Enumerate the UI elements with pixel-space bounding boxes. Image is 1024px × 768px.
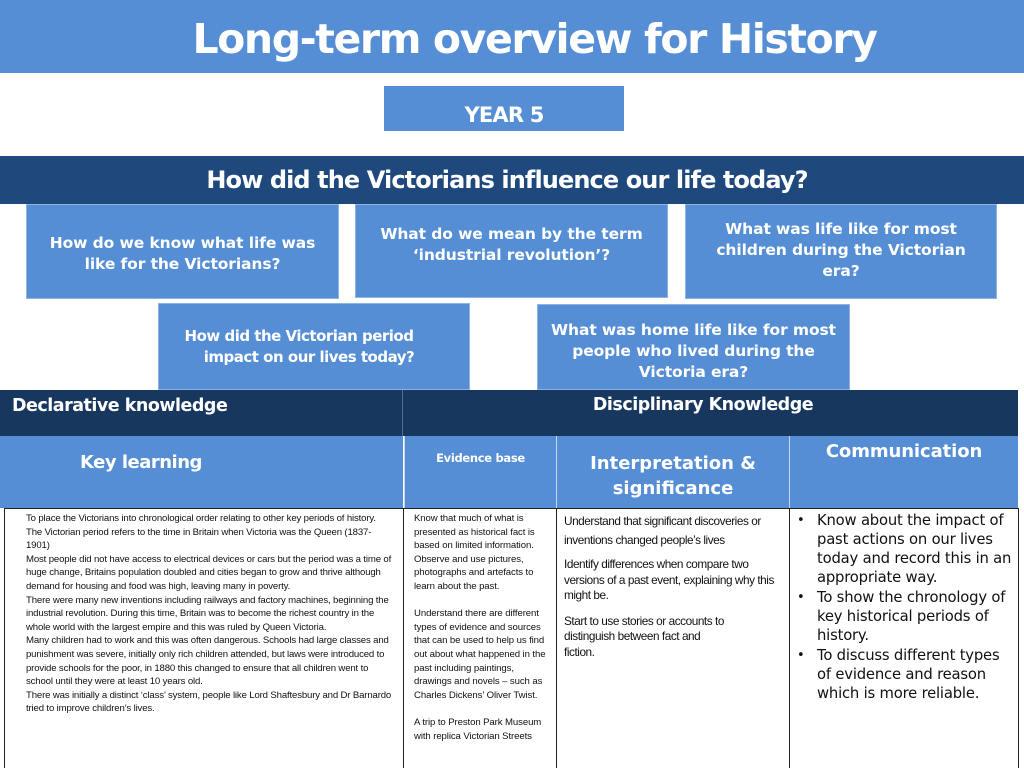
year-badge: YEAR 5	[384, 86, 624, 131]
evidence-base-header: Evidence base	[404, 436, 556, 508]
sub-question-1	[26, 204, 339, 299]
evidence-base-cell	[404, 508, 557, 768]
sub-question-line: era?	[822, 262, 860, 280]
key-learning-paragraph: There were many new inventions including railways and factory machines, beginning the industrial revolution. During this time, Britain was to become the richest country in the whole world with the largest empire and this was ruled by Queen Victoria.	[26, 594, 389, 633]
sub-question-line: people who lived during the	[572, 341, 815, 360]
main-question: How did the Victorians influence our life today?	[0, 156, 1024, 204]
communication-item	[790, 511, 1014, 587]
bullet-icon: •	[797, 590, 805, 605]
key-learning-header: Key learning	[0, 436, 403, 508]
sub-question-line: How do we know what life was	[49, 233, 316, 252]
sub-question-line: How did the Victorian period	[184, 326, 414, 345]
sub-question-line: children during the Victorian	[716, 241, 966, 259]
communication-item	[790, 646, 1014, 703]
communication-item	[790, 588, 1014, 645]
key-learning-paragraph: There was initially a distinct ‘class’ system, people like Lord Shaftesbury and Dr Barnardo tried to improve children’s lives.	[26, 689, 392, 715]
page-title: Long-term overview for History	[0, 0, 1024, 73]
interpretation-paragraph: Start to use stories or accounts to distinguish between fact and fiction.	[564, 613, 724, 659]
interpretation-header-line1: Interpretation &	[590, 453, 756, 474]
sub-question-line: like for the Victorians?	[84, 254, 281, 273]
interpretation-significance-header	[556, 436, 789, 508]
declarative-knowledge-header: Declarative knowledge	[0, 390, 403, 436]
sub-question-line: Victoria era?	[638, 362, 749, 381]
communication-header: Communication	[789, 436, 1018, 508]
sub-question-line: What do we mean by the term	[380, 225, 643, 243]
evidence-paragraph: Know that much of what is presented as historical fact is based on limited information. Observe and use pictures, photographs and artefacts to learn about the past.	[414, 513, 535, 592]
sub-question-line: ‘industrial revolution’?	[412, 246, 611, 264]
sub-question-line: What was home life like for most	[551, 320, 836, 339]
key-learning-paragraph: To place the Victorians into chronological order relating to other key periods of history.	[26, 513, 376, 524]
interpretation-paragraph: Identify differences when compare two versions of a past event, explaining why this might be.	[564, 557, 774, 602]
interpretation-cell	[557, 508, 790, 768]
interpretation-header-line2: significance	[612, 478, 734, 499]
evidence-paragraph: Understand there are different types of evidence and sources that can be used to help us find out about what happened in the past including paintings, drawings and novels – such as Charles Dickens’ Oliver Twist.	[414, 608, 546, 701]
sub-question-3	[685, 204, 997, 299]
communication-item-text: To discuss different types of evidence and reason which is more reliable.	[817, 647, 1000, 702]
communication-cell	[790, 508, 1019, 768]
sub-question-line: impact on our lives today?	[203, 347, 415, 366]
communication-list	[790, 511, 1014, 703]
sub-question-line: What was life like for most	[725, 220, 957, 238]
sub-question-2	[355, 204, 668, 298]
key-learning-paragraph: The Victorian period refers to the time in Britain when Victoria was the Queen (1837-1901)	[26, 526, 372, 552]
evidence-paragraph: A trip to Preston Park Museum with replica Victorian Streets	[414, 716, 542, 742]
key-learning-paragraph: Most people did not have access to electrical devices or cars but the period was a time of huge change, Britains population doubled and cities began to grow and thrive although demand for housing and food was high, leaving many in poverty.	[26, 553, 392, 592]
key-learning-cell	[4, 508, 404, 768]
bullet-icon: •	[797, 648, 805, 663]
communication-item-text: To show the chronology of key historical periods of history.	[817, 589, 1006, 644]
sub-question-5	[537, 304, 850, 390]
sub-question-4	[158, 303, 470, 390]
key-learning-paragraph: Many children had to work and this was often dangerous. Schools had large classes and punishment was severe, initially only rich children attended, but laws were introduced to provide schools for the poor, in 1880 this changed to ensure that all children went to school until they were at least 10 years old.	[26, 635, 389, 688]
bullet-icon: •	[797, 513, 805, 528]
interpretation-paragraph: Understand that significant discoveries or inventions changed people’s lives	[564, 514, 761, 547]
disciplinary-knowledge-header: Disciplinary Knowledge	[403, 390, 1018, 436]
communication-item-text: Know about the impact of past actions on our lives today and record this in an appropriate way.	[817, 512, 1012, 586]
